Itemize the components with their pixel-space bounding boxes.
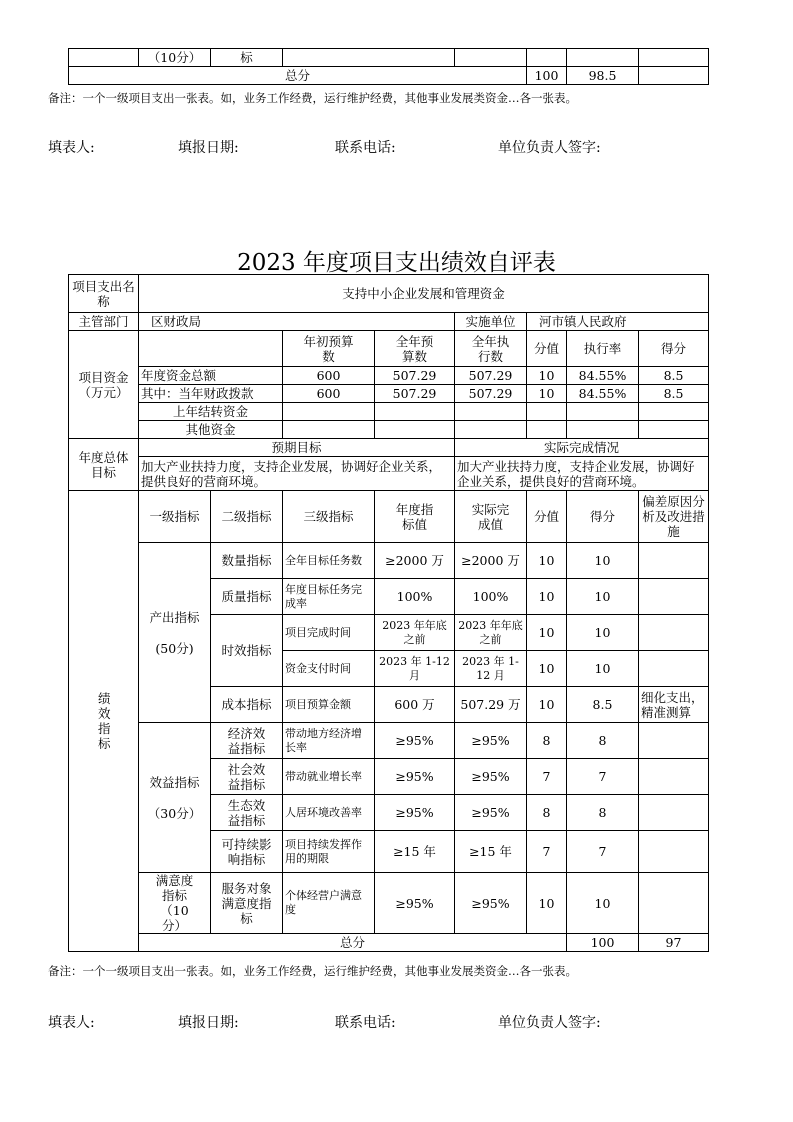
target-cell: ≥95% bbox=[375, 759, 455, 795]
total-label: 总分 bbox=[69, 67, 527, 85]
funds-row-label: 上年结转资金 bbox=[139, 403, 283, 421]
funds-cell: 507.29 bbox=[375, 385, 455, 403]
l2-cell: 可持续影响指标 bbox=[211, 831, 283, 873]
funds-cell: 8.5 bbox=[639, 367, 709, 385]
perf-header: 实际完成值 bbox=[455, 491, 527, 543]
funds-cell: 84.55% bbox=[567, 367, 639, 385]
note-cell bbox=[639, 723, 709, 759]
actual-cell: ≥15 年 bbox=[455, 831, 527, 873]
expected-text: 加大产业扶持力度，支持企业发展，协调好企业关系，提供良好的营商环境。 bbox=[139, 457, 455, 491]
l2-cell: 质量指标 bbox=[211, 579, 283, 615]
l2-cell: 时效指标 bbox=[211, 615, 283, 687]
actual-cell: ≥95% bbox=[455, 759, 527, 795]
actual-cell: ≥95% bbox=[455, 723, 527, 759]
l3-cell: 人居环境改善率 bbox=[283, 795, 375, 831]
got-cell: 8 bbox=[567, 795, 639, 831]
dept-value: 区财政局 bbox=[139, 313, 455, 331]
funds-cell: 10 bbox=[527, 385, 567, 403]
col-header-score: 分值 bbox=[527, 331, 567, 367]
got-cell: 10 bbox=[567, 615, 639, 651]
satisfaction-label: 满意度指标（10分） bbox=[139, 873, 211, 934]
col-header-executed: 全年执行数 bbox=[455, 331, 527, 367]
impl-value: 河市镇人民政府 bbox=[527, 313, 709, 331]
note-cell: 细化支出，精准测算 bbox=[639, 687, 709, 723]
l3-cell: 全年目标任务数 bbox=[283, 543, 375, 579]
funds-cell: 8.5 bbox=[639, 385, 709, 403]
target-cell: 2023 年 1-12 月 bbox=[375, 651, 455, 687]
benefit-points: （30分） bbox=[147, 805, 202, 821]
score-cell: 10 bbox=[527, 579, 567, 615]
note-cell bbox=[639, 579, 709, 615]
target-cell: ≥2000 万 bbox=[375, 543, 455, 579]
benefit-group bbox=[139, 723, 211, 873]
got-cell: 7 bbox=[567, 831, 639, 873]
perf-header: 一级指标 bbox=[139, 491, 211, 543]
funds-row-label: 其中：当年财政拨款 bbox=[139, 385, 283, 403]
funds-cell: 600 bbox=[283, 385, 375, 403]
date-label: 填报日期: bbox=[178, 1015, 239, 1031]
actual-cell: 507.29 万 bbox=[455, 687, 527, 723]
output-label: 产出指标 bbox=[149, 609, 200, 625]
phone-label: 联系电话: bbox=[335, 1015, 396, 1031]
actual-cell: ≥95% bbox=[455, 795, 527, 831]
partial-cell-points: （10分） bbox=[139, 49, 211, 67]
perf-header: 三级指标 bbox=[283, 491, 375, 543]
got-cell: 8 bbox=[567, 723, 639, 759]
funds-cell: 507.29 bbox=[455, 367, 527, 385]
note-bottom: 备注：一个一级项目支出一张表。如，业务工作经费，运行维护经费，其他事业发展类资金…各一张表。 bbox=[48, 964, 577, 978]
dept-label: 主管部门 bbox=[69, 313, 139, 331]
l2-cell: 生态效益指标 bbox=[211, 795, 283, 831]
funds-row-label: 年度资金总额 bbox=[139, 367, 283, 385]
target-cell: ≥95% bbox=[375, 795, 455, 831]
l2-cell: 社会效益指标 bbox=[211, 759, 283, 795]
total-got: 98.5 bbox=[567, 67, 639, 85]
target-cell: ≥15 年 bbox=[375, 831, 455, 873]
output-group bbox=[139, 543, 211, 723]
partial-cell-label: 标 bbox=[211, 49, 283, 67]
note-cell bbox=[639, 615, 709, 651]
target-cell: 100% bbox=[375, 579, 455, 615]
col-header-annual: 全年预算数 bbox=[375, 331, 455, 367]
note-cell bbox=[639, 543, 709, 579]
actual-cell: 2023 年年底之前 bbox=[455, 615, 527, 651]
sign-label: 单位负责人签字: bbox=[498, 1015, 601, 1031]
l3-cell: 年度目标任务完成率 bbox=[283, 579, 375, 615]
date-label: 填报日期: bbox=[178, 140, 239, 156]
perf-header: 分值 bbox=[527, 491, 567, 543]
project-name-label: 项目支出名称 bbox=[69, 275, 139, 313]
phone-label: 联系电话: bbox=[335, 140, 396, 156]
score-cell: 7 bbox=[527, 759, 567, 795]
note-top: 备注：一个一级项目支出一张表。如，业务工作经费，运行维护经费，其他事业发展类资金…各一张表。 bbox=[48, 91, 577, 105]
project-name: 支持中小企业发展和管理资金 bbox=[139, 275, 709, 313]
l3-cell: 项目持续发挥作用的期限 bbox=[283, 831, 375, 873]
total-score: 100 bbox=[567, 934, 639, 952]
target-cell: 600 万 bbox=[375, 687, 455, 723]
l3-cell: 项目完成时间 bbox=[283, 615, 375, 651]
l2-cell: 数量指标 bbox=[211, 543, 283, 579]
actual-label: 实际完成情况 bbox=[455, 439, 709, 457]
note-cell bbox=[639, 759, 709, 795]
total-label: 总分 bbox=[139, 934, 567, 952]
note-cell bbox=[639, 795, 709, 831]
funds-row-label: 其他资金 bbox=[139, 421, 283, 439]
got-cell: 7 bbox=[567, 759, 639, 795]
got-cell: 10 bbox=[567, 579, 639, 615]
previous-table-fragment bbox=[68, 48, 709, 85]
note-cell bbox=[639, 873, 709, 934]
actual-cell: ≥2000 万 bbox=[455, 543, 527, 579]
l2-cell: 服务对象满意度指标 bbox=[211, 873, 283, 934]
evaluation-table bbox=[68, 274, 709, 952]
note-cell bbox=[639, 651, 709, 687]
l3-cell: 带动就业增长率 bbox=[283, 759, 375, 795]
col-header-got: 得分 bbox=[639, 331, 709, 367]
actual-cell: ≥95% bbox=[455, 873, 527, 934]
goal-label: 年度总体目标 bbox=[69, 439, 139, 491]
filler-label: 填表人: bbox=[48, 140, 95, 156]
funds-cell: 84.55% bbox=[567, 385, 639, 403]
perf-header: 二级指标 bbox=[211, 491, 283, 543]
score-cell: 8 bbox=[527, 795, 567, 831]
funds-label: 项目资金（万元） bbox=[69, 331, 139, 439]
benefit-label: 效益指标 bbox=[149, 774, 200, 790]
score-cell: 8 bbox=[527, 723, 567, 759]
note-cell bbox=[639, 831, 709, 873]
perf-header: 年度指标值 bbox=[375, 491, 455, 543]
target-cell: ≥95% bbox=[375, 723, 455, 759]
perf-header: 得分 bbox=[567, 491, 639, 543]
perf-header: 偏差原因分析及改进措施 bbox=[639, 491, 709, 543]
perf-label: 绩效指标 bbox=[69, 491, 139, 952]
sign-label: 单位负责人签字: bbox=[498, 140, 601, 156]
l3-cell: 项目预算金额 bbox=[283, 687, 375, 723]
got-cell: 8.5 bbox=[567, 687, 639, 723]
score-cell: 10 bbox=[527, 543, 567, 579]
actual-cell: 100% bbox=[455, 579, 527, 615]
target-cell: ≥95% bbox=[375, 873, 455, 934]
score-cell: 10 bbox=[527, 687, 567, 723]
got-cell: 10 bbox=[567, 873, 639, 934]
l3-cell: 个体经营户满意度 bbox=[283, 873, 375, 934]
funds-cell: 507.29 bbox=[455, 385, 527, 403]
col-header-initial: 年初预算数 bbox=[283, 331, 375, 367]
score-cell: 10 bbox=[527, 873, 567, 934]
got-cell: 10 bbox=[567, 651, 639, 687]
expected-label: 预期目标 bbox=[139, 439, 455, 457]
got-cell: 10 bbox=[567, 543, 639, 579]
filler-label: 填表人: bbox=[48, 1015, 95, 1031]
page-title: 2023 年度项目支出绩效自评表 bbox=[237, 250, 556, 276]
l3-cell: 带动地方经济增长率 bbox=[283, 723, 375, 759]
score-cell: 10 bbox=[527, 615, 567, 651]
total-score: 100 bbox=[527, 67, 567, 85]
impl-label: 实施单位 bbox=[455, 313, 527, 331]
funds-cell: 507.29 bbox=[375, 367, 455, 385]
l3-cell: 资金支付时间 bbox=[283, 651, 375, 687]
actual-cell: 2023 年 1-12 月 bbox=[455, 651, 527, 687]
output-points: (50分) bbox=[155, 640, 194, 656]
score-cell: 10 bbox=[527, 651, 567, 687]
funds-cell: 600 bbox=[283, 367, 375, 385]
actual-text: 加大产业扶持力度，支持企业发展，协调好企业关系，提供良好的营商环境。 bbox=[455, 457, 709, 491]
total-got: 97 bbox=[639, 934, 709, 952]
target-cell: 2023 年年底之前 bbox=[375, 615, 455, 651]
col-header-rate: 执行率 bbox=[567, 331, 639, 367]
score-cell: 7 bbox=[527, 831, 567, 873]
l2-cell: 成本指标 bbox=[211, 687, 283, 723]
funds-cell: 10 bbox=[527, 367, 567, 385]
l2-cell: 经济效益指标 bbox=[211, 723, 283, 759]
